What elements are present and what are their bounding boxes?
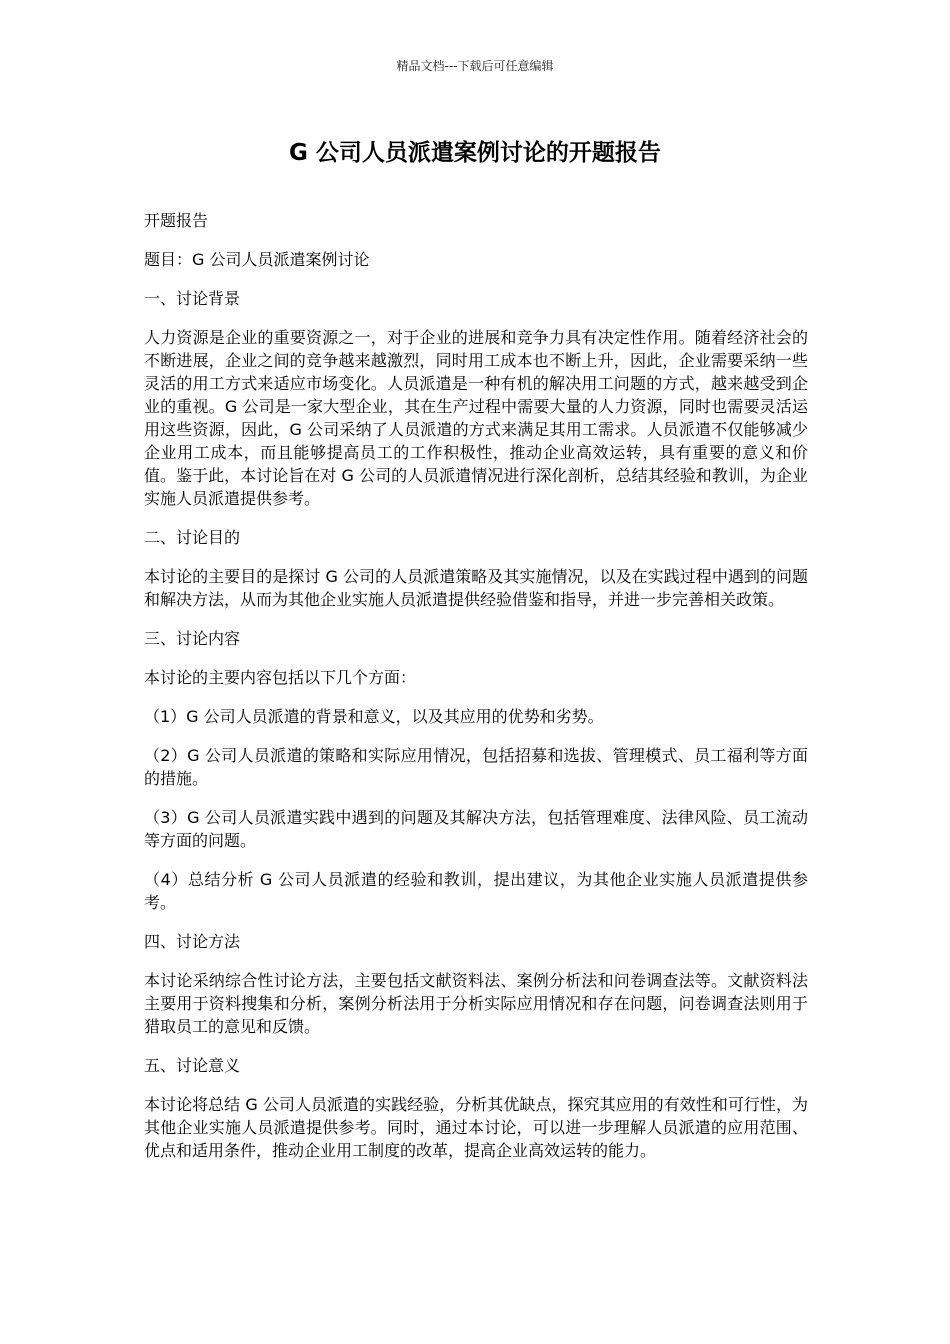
section-heading-content: 三、讨论内容 xyxy=(144,629,241,648)
content-item-3: （3）G 公司人员派遣实践中遇到的问题及其解决方法，包括管理难度、法律风险、员工流动等方面的问题。 xyxy=(144,808,808,850)
section-text-significance: 本讨论将总结 G 公司人员派遣的实践经验，分析其优缺点，探究其应用的有效性和可行性，为其他企业实施人员派遣提供参考。同时，通过本讨论，可以进一步理解人员派遣的应用范围、优点和适用条件，推动企业用工制度的改革，提高企业高效运转的能力。 xyxy=(144,1095,808,1160)
content-item-1: （1）G 公司人员派遣的背景和意义，以及其应用的优势和劣势。 xyxy=(144,707,604,726)
section-text-method: 本讨论采纳综合性讨论方法，主要包括文献资料法、案例分析法和问卷调查法等。文献资料法主要用于资料搜集和分析，案例分析法用于分析实际应用情况和存在问题，问卷调查法则用于猎取员工的意见和反馈。 xyxy=(144,971,808,1036)
content-item-2: （2）G 公司人员派遣的策略和实际应用情况，包括招募和选拔、管理模式、员工福利等方面的措施。 xyxy=(144,746,808,788)
section-text-purpose: 本讨论的主要目的是探讨 G 公司的人员派遣策略及其实施情况，以及在实践过程中遇到的问题和解决方法，从而为其他企业实施人员派遣提供经验借鉴和指导，并进一步完善相关政策。 xyxy=(144,567,808,609)
content-item-4: （4）总结分析 G 公司人员派遣的经验和教训，提出建议，为其他企业实施人员派遣提供参考。 xyxy=(144,870,808,912)
section-heading-background: 一、讨论背景 xyxy=(144,289,241,308)
section-heading-method: 四、讨论方法 xyxy=(144,932,241,951)
report-label: 开题报告 xyxy=(144,211,209,230)
report-topic: 题目：G 公司人员派遣案例讨论 xyxy=(144,250,370,269)
document-body xyxy=(144,209,808,1178)
section-heading-significance: 五、讨论意义 xyxy=(144,1056,241,1075)
document-title: G 公司人员派遣案例讨论的开题报告 xyxy=(289,140,661,166)
section-intro-content: 本讨论的主要内容包括以下几个方面： xyxy=(144,668,417,687)
header-note: 精品文档---下载后可任意编辑 xyxy=(396,59,554,73)
section-text-background: 人力资源是企业的重要资源之一，对于企业的进展和竞争力具有决定性作用。随着经济社会的不断进展，企业之间的竞争越来越激烈，同时用工成本也不断上升，因此，企业需要采纳一些灵活的用工方式来适应市场变化。人员派遣是一种有机的解决用工问题的方式，越来越受到企业的重视。G 公司是一家大型企业，其在生产过程中需要大量的人力资源，同时也需要灵活运用这些资源，因此，G 公司采纳了人员派遣的方式来满足其用工需求。人员派遣不仅能够减少企业用工成本，而且能够提高员工的工作积极性，推动企业高效运转，具有重要的意义和价值。鉴于此，本讨论旨在对 G 公司的人员派遣情况进行深化剖析，总结其经验和教训，为企业实施人员派遣提供参考。 xyxy=(144,328,808,508)
section-heading-purpose: 二、讨论目的 xyxy=(144,528,241,547)
